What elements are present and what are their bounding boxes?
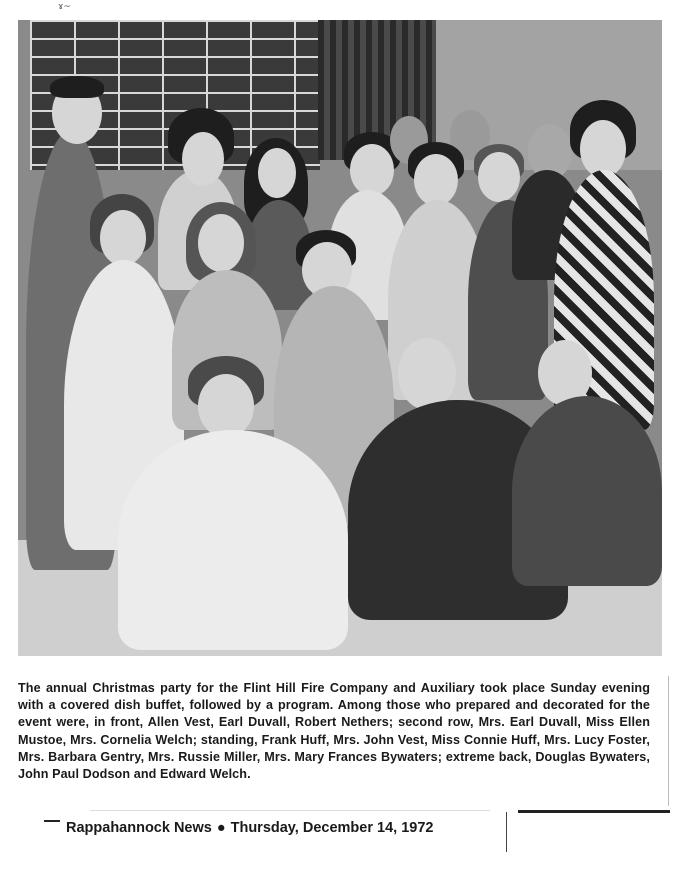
group-photograph [18,20,662,656]
corner-pen-mark: ɤ~ [58,2,71,12]
publication-date: Thursday, December 14, 1972 [230,820,434,836]
person-head [414,154,458,206]
person-head [198,214,244,272]
photo-caption: The annual Christmas party for the Flint Hill Fire Company and Auxiliary took place Sunday evening with a covered dish buffet, followed by a program. Among those who prepared and decorated for the event were, in front, Allen Vest, Earl Duvall, Robert Nethers; second row, Mrs. Earl Duvall, Miss Ellen Mustoe, Mrs. Cornelia Welch; standing, Frank Huff, Mrs. John Vest, Miss Connie Huff, Mrs. Lucy Foster, Mrs. Barbara Gentry, Mrs. Russie Miller, Mrs. Mary Frances Bywaters; extreme back, Douglas Bywaters, John Paul Dodson and Edward Welch. [18,681,650,782]
person-hair [50,76,104,98]
person-head [258,148,296,198]
divider-line [44,820,60,822]
person-head [182,132,224,186]
column-rule [668,676,669,806]
bullet-icon: ● [216,820,226,836]
person-head [350,144,394,196]
person-head [478,152,520,202]
publication-dateline [66,820,433,836]
divider-line [90,810,490,811]
person-figure [512,396,662,586]
divider-line [518,810,670,813]
publication-name: Rappahannock News [66,820,212,836]
person-head [198,374,254,438]
person-head [398,338,456,410]
person-head [100,210,146,266]
column-rule [506,812,507,852]
person-figure [118,430,348,650]
